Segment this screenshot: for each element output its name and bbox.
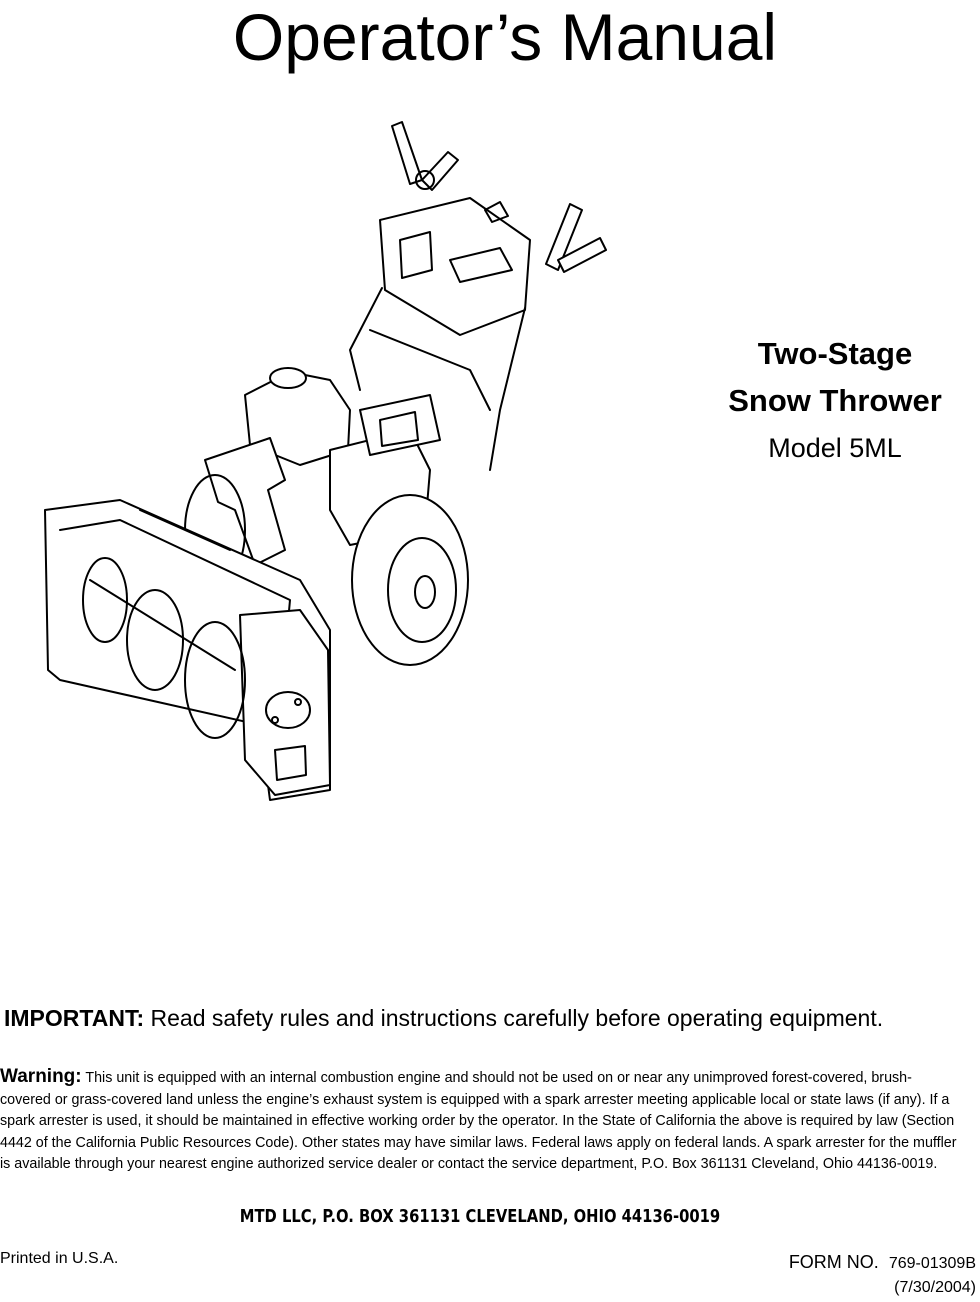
warning-notice	[0, 1066, 962, 1176]
model-number: Model 5ML	[768, 433, 902, 463]
form-number: 769-01309B	[888, 1255, 976, 1272]
page-title: Operator’s Manual	[232, 0, 778, 74]
warning-label: Warning:	[0, 1066, 82, 1087]
snow-thrower-illustration	[30, 110, 670, 810]
form-info	[789, 1250, 976, 1300]
form-label: FORM NO.	[788, 1252, 879, 1272]
important-text: Read safety rules and instructions carefully before operating equipment.	[144, 1005, 884, 1031]
product-type-line2: Snow Thrower	[728, 383, 942, 418]
product-info	[700, 330, 970, 472]
form-date: (7/30/2004)	[894, 1279, 976, 1296]
important-notice	[4, 1003, 976, 1033]
printed-in: Printed in U.S.A.	[0, 1250, 119, 1267]
product-type-line1: Two-Stage	[757, 336, 913, 371]
warning-text: This unit is equipped with an internal combustion engine and should not be used on or near any unimproved forest-covered, brush-covered or grass-covered land unless the engine’s exhaust system is equipped with a spark arrester meeting applicable local or state laws (if any). If a spark arrester is used, it should be maintained in effective working order by the operator. In the State of California the above is required by law (Section 4442 of the California Public Resources Code). Other states may have similar laws. Federal laws apply on federal lands. A spark arrester for the muffler is available through your nearest engine authorized service dealer or contact the service department, P.O. Box 361131 Cleveland, Ohio 44136-0019.	[0, 1070, 957, 1172]
company-address: MTD LLC, P.O. BOX 361131 CLEVELAND, OHIO 44136-0019	[239, 1206, 721, 1227]
important-label: IMPORTANT:	[4, 1005, 145, 1031]
